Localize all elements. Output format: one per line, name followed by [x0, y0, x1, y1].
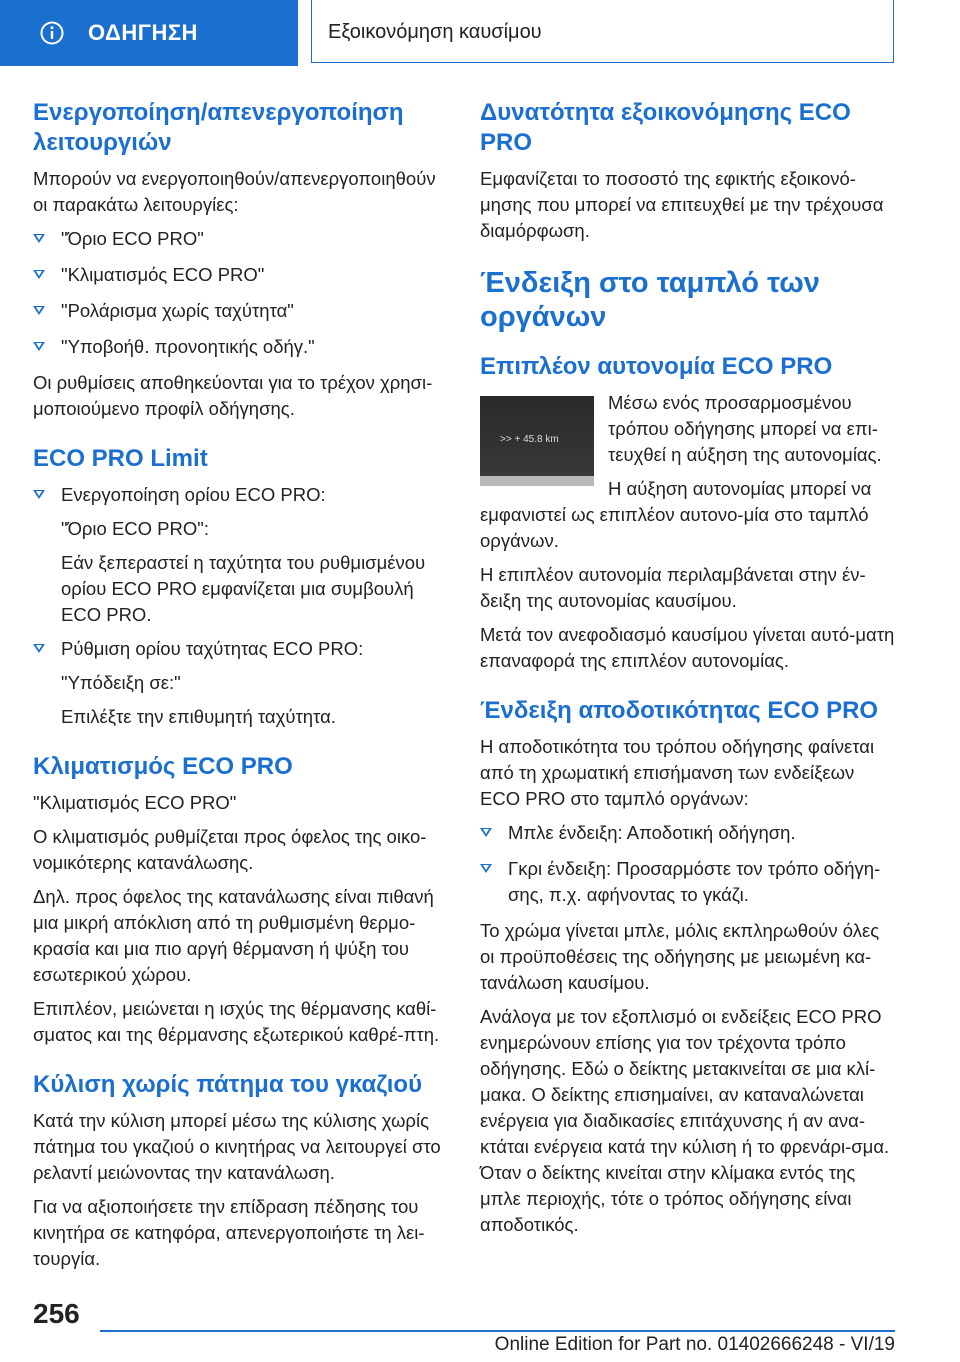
paragraph: Κατά την κύλιση μπορεί μέσω της κύλισης χωρίς πάτημα του γκαζιού ο κινητήρας να λειτουργεί στο ρελαντί μειώνοντας την κατανάλωση. — [33, 1110, 441, 1183]
efficiency-list — [480, 820, 898, 908]
limit-list — [33, 482, 445, 508]
bullet-triangle-icon — [33, 342, 45, 351]
paragraph: Μετά τον ανεφοδιασμό καυσίμου γίνεται αυτό-ματη επαναφορά της επιπλέον αυτονομίας. — [480, 624, 895, 671]
list-item: Γκρι ένδειξη: Προσαρμόστε τον τρόπο οδήγη-σης, π.χ. αφήνοντας το γκάζι. — [480, 856, 898, 908]
page-header — [0, 0, 960, 66]
list-item: Μπλε ένδειξη: Αποδοτική οδήγηση. — [480, 820, 898, 846]
list-item: Ρύθμιση ορίου ταχύτητας ECO PRO: — [33, 636, 445, 662]
paragraph: Ανάλογα με τον εξοπλισμό οι ενδείξεις ECO PRO ενημερώνουν επίσης για τον τρέχοντα τρόπο οδήγησης. Εδώ ο δείκτης μετακινείται σε μια κλί-μακα. Ο δείκτης επισημαίνει, αν καταναλώνεται ενέργεια για διαδικασίες επιτάχυνσης ή αν ανα-κτάται ενέργεια κατά την κύλιση ή το φρενάρι-σμα. Όταν ο δείκτης κινείται στην κλίμακα εντός της μπλε περιοχής, τότε ο τρόπος οδήγησης είναι αποδοτικός. — [480, 1006, 890, 1235]
bullet-triangle-icon — [480, 828, 492, 837]
page-title: Εξοικονόμηση καυσίμου — [328, 21, 542, 43]
paragraph: Για να αξιοποιήσετε την επίδραση πέδησης του κινητήρα σε κατηφόρα, απενεργοποιήστε τη λει-τουργία. — [33, 1196, 425, 1269]
list-item: "Όριο ECO PRO" — [33, 226, 445, 252]
heading-limit: ECO PRO Limit — [33, 445, 208, 472]
list-item: Ενεργοποίηση ορίου ECO PRO: — [33, 482, 445, 508]
instrument-cluster-image — [480, 396, 594, 486]
heading-efficiency: Ένδειξη αποδοτικότητας ECO PRO — [480, 697, 879, 724]
heading-savings: Δυνατότητα εξοικονόμησης ECO PRO — [480, 99, 851, 156]
left-column — [33, 98, 445, 1280]
section-label: ΟΔΗΓΗΣΗ — [88, 20, 198, 45]
paragraph: Η αύξηση αυτονομίας μπορεί να εμφανιστεί ως επιπλέον αυτονο-μία στο ταμπλό οργάνων. — [480, 478, 872, 551]
bullet-triangle-icon — [33, 490, 45, 499]
heading-display: Ένδειξη στο ταμπλό των οργάνων — [480, 267, 820, 333]
right-column — [480, 98, 898, 1246]
footer-text — [300, 1334, 895, 1356]
bullet-triangle-icon — [480, 864, 492, 873]
limit-list-2 — [33, 636, 445, 662]
footer-divider — [100, 1330, 895, 1332]
paragraph: Δηλ. προς όφελος της κατανάλωσης είναι πιθανή μια μικρή απόκλιση από τη ρυθμισμένη θερμο-κρασία και μια πιο αργή θέρμανση ή ψύξη του εσωτερικού χώρου. — [33, 886, 434, 985]
activate-list — [33, 226, 445, 360]
section-tab[interactable] — [0, 0, 298, 66]
range-figure-block — [480, 390, 898, 562]
list-item: "Κλιματισμός ECO PRO" — [33, 262, 445, 288]
heading-climate: Κλιματισμός ECO PRO — [33, 753, 293, 780]
paragraph: Ο κλιματισμός ρυθμίζεται προς όφελος της οικο-νομικότερης κατανάλωσης. — [33, 826, 427, 873]
bullet-triangle-icon — [33, 306, 45, 315]
paragraph: Μπορούν να ενεργοποιηθούν/απενεργοποιηθούν οι παρακάτω λειτουργίες: — [33, 168, 436, 215]
chapter-tab — [311, 0, 894, 63]
heading-activate: Ενεργοποίηση/απενεργοποίηση λειτουργιών — [33, 99, 404, 156]
sub-paragraph: "Υπόδειξη σε:" — [61, 672, 181, 693]
paragraph: Το χρώμα γίνεται μπλε, μόλις εκπληρωθούν όλες οι προϋποθέσεις της οδήγησης με μειωμένη κα-τανάλωση καυσίμου. — [480, 920, 880, 993]
sub-paragraph: Επιλέξτε την επιθυμητή ταχύτητα. — [61, 706, 336, 727]
heading-range: Επιπλέον αυτονομία ECO PRO — [480, 353, 833, 380]
paragraph: Μέσω ενός προσαρμοσμένου τρόπου οδήγησης μπορεί να επι-τευχθεί η αύξηση της αυτονομίας. — [608, 392, 882, 465]
paragraph: Η αποδοτικότητα του τρόπου οδήγησης φαίνεται από τη χρωματική επισήμανση των ενδείξεων ECO PRO στο ταμπλό οργάνων: — [480, 736, 875, 809]
info-icon — [40, 21, 64, 45]
edition-info: Online Edition for Part no. 01402666248 - VI/19 — [494, 1334, 895, 1355]
bullet-triangle-icon — [33, 270, 45, 279]
bullet-triangle-icon — [33, 644, 45, 653]
sub-paragraph: "Όριο ECO PRO": — [61, 518, 209, 539]
range-readout: >> + 45.8 km — [500, 434, 559, 445]
list-item: "Ρολάρισμα χωρίς ταχύτητα" — [33, 298, 445, 324]
paragraph: Οι ρυθμίσεις αποθηκεύονται για το τρέχον χρησι-μοποιούμενο προφίλ οδήγησης. — [33, 372, 433, 419]
sub-paragraph: Εάν ξεπεραστεί η ταχύτητα του ρυθμισμένου ορίου ECO PRO εμφανίζεται μια συμβουλή ECO PRO. — [61, 552, 426, 625]
paragraph: Επιπλέον, μειώνεται η ισχύς της θέρμανσης καθί-σματος και της θέρμανσης εξωτερικού καθρέ-πτη. — [33, 998, 440, 1045]
paragraph: "Κλιματισμός ECO PRO" — [33, 792, 237, 813]
paragraph: Εμφανίζεται το ποσοστό της εφικτής εξοικονό-μησης που μπορεί να επιτευχθεί με την τρέχουσα διαμόρφωση. — [480, 168, 884, 241]
paragraph: Η επιπλέον αυτονομία περιλαμβάνεται στην έν-δειξη της αυτονομίας καυσίμου. — [480, 564, 866, 611]
heading-coasting: Κύλιση χωρίς πάτημα του γκαζιού — [33, 1071, 423, 1098]
list-item: "Υποβοήθ. προνοητικής οδήγ." — [33, 334, 445, 360]
page-number: 256 — [33, 1298, 80, 1329]
bullet-triangle-icon — [33, 234, 45, 243]
